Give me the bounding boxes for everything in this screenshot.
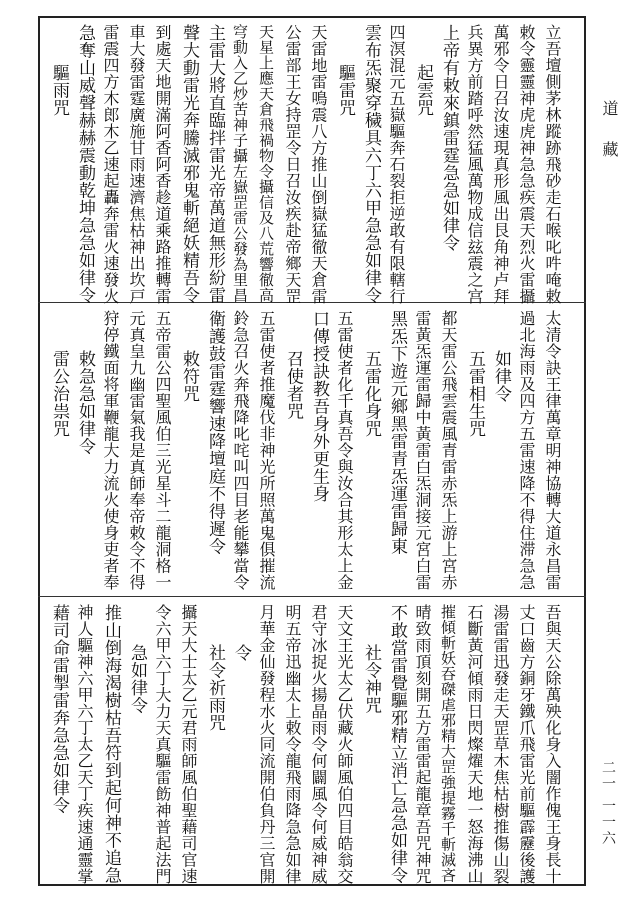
text-column: 上帝有敕來鎮雷霆急急如律令 <box>439 24 459 252</box>
text-column: 立吾壇側茅林蹤跡飛砂走石喉叱吽唵敕 <box>543 24 562 305</box>
text-column: 敕令靈靈神虎虎神急急疾震天烈火雷攝 <box>517 24 536 305</box>
text-column: 雲布炁聚穿穢具六丁六甲急急如律令 <box>361 24 381 304</box>
text-column: 不敢當雷覺驅邪精立消亡急急如律令 <box>387 604 407 884</box>
text-column: 令六甲六丁大力天真驅雷飭神普起法門 <box>153 604 172 885</box>
text-column: 天文王光太乙伏藏火師風伯四目皓翁交 <box>335 604 354 885</box>
text-column: 太清令訣王律萬章明神協轉大道永昌雷 <box>543 310 562 591</box>
text-column: 天雷地雷鳴震八方推山倒嶽猛徹天倉雷 <box>309 24 328 305</box>
text-column: 急奪山威聲赫赫震動乾坤急急如律令 <box>75 24 95 304</box>
text-column: 召使者咒 <box>283 350 303 420</box>
text-column: 天星上應天倉飛禍物令攝信及八荒響徹高 <box>257 24 275 303</box>
text-column: 四溟混元五嶽驅奔石裂拒逆敢有限轄行 <box>387 24 406 305</box>
text-column: 萬邪令日召汝速現真形風出艮角神卢拜 <box>491 24 510 305</box>
text-column: 石斷黃河傾雨日閃燦燿天地一怒海沸山 <box>465 604 484 885</box>
text-column: 五雷相生咒 <box>465 350 485 438</box>
text-column: 起雲咒 <box>413 64 433 117</box>
text-column: 推山倒海渴樹枯吾符到起何神不追急 <box>101 604 121 884</box>
text-column: 五帝雷公四聖風伯三光星斗二龍洞格一 <box>153 310 172 591</box>
text-column: 攝天大士太乙元君雨師風伯聖藉司官速 <box>179 604 198 885</box>
text-column: 聲大動雷光奔騰滅邪鬼斬絕妖精吾令 <box>179 24 199 304</box>
text-column: 明五帝迅幽太上敕令龍飛雨降急急如律 <box>283 604 302 885</box>
text-column: 摧傾斬妖吞磔虐邪精大罡強提霧千斬滅吝 <box>439 604 457 883</box>
page-number: 二一 一一六 <box>600 760 616 847</box>
text-column: 急如律令 <box>127 644 147 714</box>
text-column: 驅雨咒 <box>49 64 69 117</box>
text-column: 丈口齒方銅牙鐵爪飛雷光前驅霹靂後護 <box>517 604 536 885</box>
text-column: 五雷使者化千真吾令與汝合其形太上金 <box>335 310 354 591</box>
text-column: 五雷使者推魔伐非神光所照萬鬼俱摧流 <box>257 310 276 591</box>
text-column: 晴致雨頂刻開五方雷雷起龍章吾咒神咒 <box>413 604 432 885</box>
text-column: 穹動入乙炒苦神子攝左嶽罡雷公發為里昌 <box>231 24 249 303</box>
text-column: 口傳授訣教吾身外更生身 <box>309 310 329 503</box>
text-column: 到處天地開滿阿香阿香趁道乘路推轉雷 <box>153 24 172 305</box>
text-column: 社令祈雨咒 <box>205 644 225 732</box>
text-column: 都天雷公飛雲震風青雷赤炁上游上宮赤 <box>439 310 458 591</box>
text-column: 車大發雷霆廣施甘雨速濟焦枯神出坎戸 <box>127 24 146 305</box>
text-column: 月華金仙發程水火同流開伯負丹三官開 <box>257 604 276 885</box>
text-column: 吾與天公除萬殃化身入闇作傀王身長十 <box>543 604 562 885</box>
text-column: 狩停鐵面将軍鞭龍大力流火使身吏者奉 <box>101 310 120 591</box>
text-column: 黑炁下遊元鄉黑雷青炁運雷歸東 <box>387 310 407 555</box>
text-column: 藉司命雷掣雷奔急急如律令 <box>49 604 69 814</box>
text-column: 敕符咒 <box>179 350 199 403</box>
collection-title: 道 藏 <box>600 100 619 168</box>
text-column: 驅雷咒 <box>335 64 355 117</box>
text-column: 衛護鼓雷霆響速降壇庭不得遲令 <box>205 310 225 555</box>
text-column: 湯雷雷迅發走天罡草木焦枯樹推傷山裂 <box>491 604 510 885</box>
text-column: 令 <box>231 644 251 662</box>
text-column: 社令神咒 <box>361 644 381 714</box>
text-column: 兵異方前踏呼然猛風萬物成信玆震之宫 <box>465 24 484 305</box>
text-column: 鈴急召火奔飛降叱咤叫四目老能攀當令 <box>231 310 250 591</box>
text-column: 神人驅神六甲六丁太乙天丁疾速通靈掌 <box>75 604 94 885</box>
text-column: 元真皇九幽雷氣我是真師奉帝敕令不得 <box>127 310 146 591</box>
text-column: 公雷部王女持罡令日召汝疾赴帝鄉天罡 <box>283 24 302 305</box>
text-column: 五雷化身咒 <box>361 350 381 438</box>
text-column: 雷震四方木郎木乙速起轟奔雷火速發火 <box>101 24 120 305</box>
text-column: 主雷大將直臨拌雷光帝萬道無形紛雷 <box>205 24 225 304</box>
text-column: 如律令 <box>491 350 511 403</box>
text-column: 敕急急如律令 <box>75 350 95 455</box>
text-column: 雷公治祟咒 <box>49 350 69 438</box>
text-column: 雷黃炁運雷歸中黃雷白炁洞接元宮白雷 <box>413 310 432 591</box>
text-column: 君守冰捉火揚晶雨令何闢風令何威神威 <box>309 604 328 885</box>
text-column: 過北海雨及四方五雷速降不得住滞急急 <box>517 310 536 591</box>
